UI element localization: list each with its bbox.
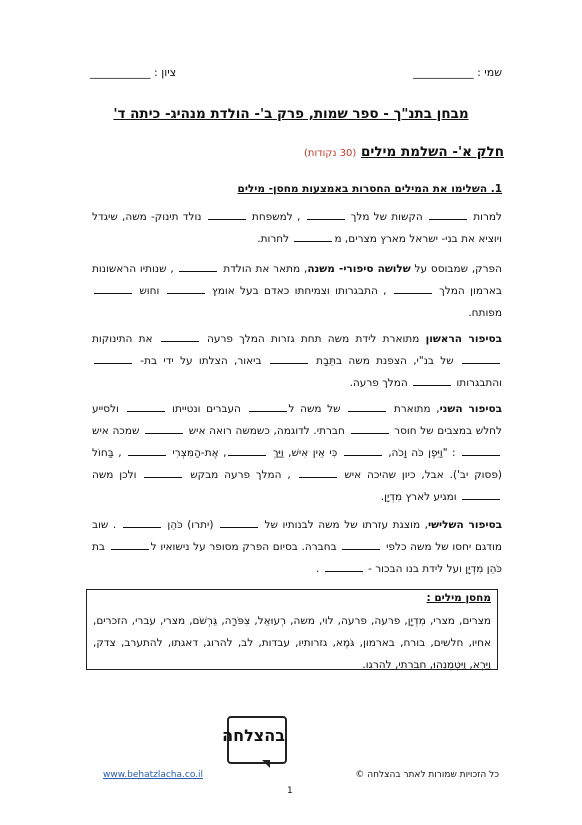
paragraph-text: של משה ל [288,403,347,415]
paragraph-text: והתבגרותו [453,377,502,389]
question-1-heading: 1. השלימו את המילים החסרות באמצעות מחסן- מילים [237,183,502,195]
fill-in-blank[interactable] [127,402,165,412]
part-label: חלק א'- השלמת מילים [360,144,504,160]
fill-in-blank[interactable] [111,540,149,550]
page-number: 1 [287,786,293,796]
paragraph-text: , שנותיו הראשונות בארמון המלך [92,263,502,297]
fill-in-blank[interactable] [167,284,205,294]
fill-in-blank[interactable] [299,468,337,478]
paragraph-text: . [316,563,323,575]
paragraph-2 [92,258,502,324]
fill-in-blank[interactable] [342,540,380,550]
bold-phrase: שלושה סיפורי- משנה [307,263,411,275]
fill-in-blank[interactable] [294,232,332,242]
paragraph-text: ומגיע לארץ מִדְיָן. [380,491,460,503]
paragraph-text: בחברה. בסיום הפרק מסופר על נישואיו ל [150,541,341,553]
paragraph-text: מתוארת לידת משה תחת גזרות המלך פרעה [200,333,426,345]
fill-in-blank[interactable] [429,210,467,220]
paragraph-1 [92,206,502,250]
fill-in-blank[interactable] [394,284,432,294]
fill-in-blank[interactable] [228,446,266,456]
paragraph-text: (יתרו) כֹּהֵן [162,519,218,531]
fill-in-blank[interactable] [462,490,500,500]
paragraph-3 [92,328,502,394]
fill-in-blank[interactable] [351,424,389,434]
paragraph-text: , מתוארת [388,403,440,415]
fill-in-blank[interactable] [270,354,308,364]
fill-in-blank[interactable] [220,518,258,528]
paragraph-text: ולסייע לחלש במצבים של חוסר [92,403,502,437]
part-points: (30 נקודות) [303,148,357,159]
fill-in-blank[interactable] [128,446,166,456]
paragraph-text: ביאור, הצלתו על ידי בת- [134,355,268,367]
paragraph-text: למרות [469,211,502,223]
bold-phrase: בסיפור השני [439,403,502,415]
grade-label: ציון : [154,66,177,79]
page-title: מבחן בתנ"ך - ספר שמות, פרק ב'- הולדת מנהיג- כיתה ד' [113,106,469,122]
copyright-text: כל הזכויות שמורות לאתר בהצלחה © [355,770,499,780]
paragraph-text: העברים ונטייתו [166,403,247,415]
fill-in-blank[interactable] [161,332,199,342]
paragraph-text: לחרות. [257,233,293,245]
paragraph-text: , אֶת-הַמִּצְרִי [167,447,227,459]
paragraph-text: חברתי. לדוגמה, כשמשה רואה איש [185,425,349,437]
student-name-field[interactable] [413,66,502,79]
paragraph-text: , למשפחת [247,211,305,223]
fill-in-blank[interactable] [145,424,183,434]
word-bank-title: מחסן מילים : [426,592,491,604]
grade-field[interactable] [90,66,176,79]
paragraph-text: , מתאר את הולדת [219,263,308,275]
word-bank-words: מצרים, מצרי, מִדְיָן, פרעה, פרעה, לוי, משה, רְעוּאֵל, צִפֹּרָה, גֵּרְשֹׁם, מצרי, עברי, הזכרים, אחיו, חלשים, בורח, בארמון, גֹּמֶא, גזרותיו, עבדות, לב, להרוג, דאגתו, להתערב, צדק, וַיַּרְא, וַיִּטְמְנֵהוּ, חברתי, להרגו. [93,615,491,671]
website-link[interactable]: www.behatzlacha.co.il [103,770,204,780]
paragraph-text: : "וַיִּפֶן כֹּה וָכֹה, [383,447,460,459]
paragraph-4 [92,398,502,508]
fill-in-blank[interactable] [462,446,500,456]
fill-in-blank[interactable] [144,468,182,478]
paragraph-text: הקשות של מלך [346,211,427,223]
paragraph-5 [92,514,502,580]
paragraph-text: ולכן משה [92,469,143,481]
fill-in-blank[interactable] [249,402,287,412]
fill-in-blank[interactable] [344,446,382,456]
fill-in-blank[interactable] [325,562,363,572]
bold-phrase: בסיפור השלישי [428,519,503,531]
paragraph-text: , התבגרותו וצמיחתו כאדם בעל אומץ [206,285,392,297]
paragraph-text: , בַּחוֹל (פסוק יב'). אבל, כיון שהיכה איש [92,447,502,481]
paragraph-text: . שוב מודגם יחסו של משה כלפי [92,519,502,553]
paragraph-text: וחוש [134,285,165,297]
fill-in-blank[interactable] [94,354,132,364]
student-name-blank[interactable]: ___________ [413,66,474,79]
fill-in-blank[interactable] [413,376,451,386]
grade-blank[interactable]: ___________ [90,66,151,79]
paragraph-text: נולד תינוק- משה, שיגדל ויוציא את בני- ישראל מארץ מצרים, מ [92,211,502,245]
paragraph-text: , מוצגת עזרתו של משה לבנותיו של [259,519,428,531]
bold-phrase: בסיפור הראשון [425,333,502,345]
paragraph-text: הפרק, שמבוסס על [410,263,502,275]
logo-speech-tail [262,760,270,768]
fill-in-blank[interactable] [179,262,217,272]
fill-in-blank[interactable] [348,402,386,412]
logo-text: בהצלחה [222,726,285,745]
paragraph-text: מפותח. [468,307,502,319]
fill-in-blank[interactable] [462,354,500,364]
paragraph-text: שמכה איש [92,425,144,437]
paragraph-text: כִּי אֵין אִישׁ, וַיַּךְ [268,447,342,459]
paragraph-text: , המלך פרעה מבקש [184,469,297,481]
fill-in-blank[interactable] [307,210,345,220]
word-bank-box [86,589,498,670]
fill-in-blank[interactable] [123,518,161,528]
paragraph-text: המלך פרעה. [349,377,412,389]
part-heading [304,144,504,160]
fill-in-blank[interactable] [208,210,246,220]
site-logo [222,716,287,764]
paragraph-text: בת כֹּהֵן מִדְיָן ועל לידת בנו הבכור - [92,541,502,575]
student-name-label: שמי : [477,66,502,79]
fill-in-blank[interactable] [94,284,132,294]
paragraph-text: את התינוקות [92,333,159,345]
paragraph-text: של בנ"י, הצפנת משה בתֵּבָת [309,355,460,367]
